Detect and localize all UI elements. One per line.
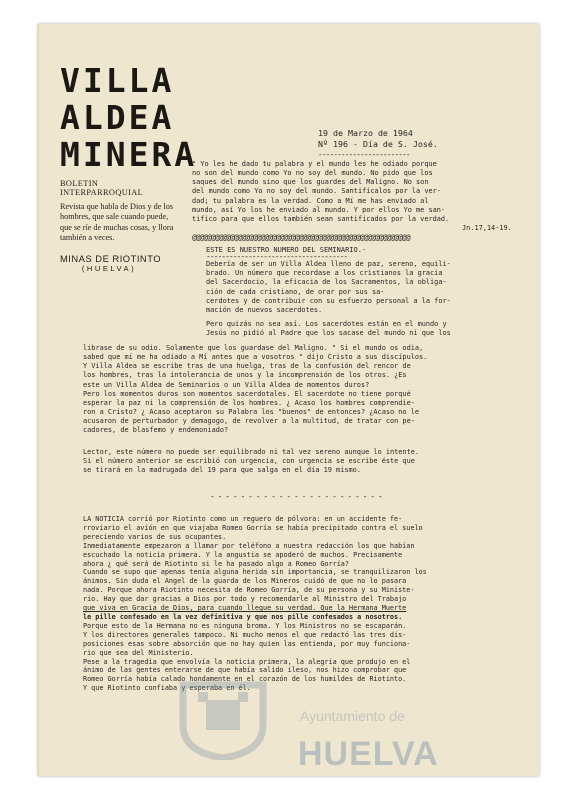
issue-info	[318, 128, 438, 149]
text-line: librase de su odio. Solamente que los guardase del Maligno. " Si el mundo os odia,	[83, 344, 424, 352]
text-line: cadores, de blasfemo y endemoniado?	[83, 426, 229, 435]
quote-line: mundo, así Yo los he enviado al mundo. Y por ellos Yo me san-	[192, 205, 446, 214]
masthead-title-line-1: VILLA	[60, 61, 175, 100]
heading-underline: -------------------------------------	[206, 252, 348, 261]
text-line: LA NOTICIA corrió por Riotinto como un reguero de pólvora: en un accidente fe-	[83, 515, 403, 523]
quote-line: " Yo les he dado tu palabra y el mundo les he odiado porque	[192, 160, 437, 168]
text-line: Romeo Gorría había calado hondamente en el corazón de los humildes de Riotinto.	[83, 675, 407, 684]
masthead-province: (HUELVA)	[81, 263, 137, 273]
text-line: rio. Hay que dar gracias a Dios por todo y recomendarle al Ministro del Trabajo	[83, 595, 407, 604]
text-line: Pero los momentos duros son momentos sacerdotales. El sacerdote no tiene porqué	[83, 389, 411, 398]
text-line: sabed que mí me ha odiado a Mí antes que a vosotros " dijo Cristo a sus discípulos.	[83, 353, 428, 362]
text-line: Inmediatamente empezaron a llamar por teléfono a nuestra redacción los que habían	[83, 541, 415, 550]
masthead-location: MINAS DE RIOTINTO	[60, 252, 162, 264]
text-line: los hombres, tras la intolerancia de unos y la incomprensión de los otros. ¿Es	[83, 371, 407, 380]
masthead-title-line-2: ALDEA	[60, 98, 175, 137]
text-line: se tirará en la madrugada del 19 para que salga en el día 19 mismo.	[83, 466, 361, 475]
text-line: ción de cada cristiano, de orar por sus sa-	[206, 287, 385, 296]
text-line: brado. Un número que recordase a los cristianos la gracia	[206, 269, 443, 278]
text-line: Y Villa Aldea se escribe tras de una huelga, tras de la confusión del rencor de	[83, 362, 411, 371]
text-line: que viva en Gracia de Dios, para cuando llegue su verdad. Que la Hermana Muerte	[83, 604, 407, 613]
masthead-description: Revista que habla de Dios y de los hombres, que sale cuando puede, que se ríe de muchas cosas, y llora también a veces.	[60, 202, 174, 243]
text-line: ánimo de las gentes enterarse de que había salido ileso, nos hizo comprobar que	[83, 666, 407, 675]
text-line: le pille confesado en la vez definitiva y que nos pille confesados a nosotros.	[83, 612, 403, 621]
quote-line: tifico para que ellos también sean santificados por la verdad.	[192, 214, 450, 223]
watermark-line-2: HUELVA	[298, 735, 439, 773]
quote-line: no son del mundo como Yo no soy del mundo. No pido que los	[192, 169, 433, 178]
text-line: Cuando se supo que apenas tenía alguna herida sin importancia, se tranquilizaron los	[83, 568, 427, 577]
paragraph-2	[83, 344, 427, 436]
separator-line: ------------------------	[318, 150, 410, 159]
text-line: Si el número anterior se escribió con urgencia, con urgencia se escribe éste que	[83, 457, 415, 466]
paragraph-3	[83, 448, 419, 475]
masthead-title-line-3: MINERA	[60, 135, 198, 174]
ornament-divider: @@@@@@@@@@@@@@@@@@@@@@@@@@@@@@@@@@@@@@@@@@@@@@@@@@@@@@@@@	[192, 233, 410, 242]
text-line: Jesús no pidió al Padre que los sacase del mundo ni que los	[206, 329, 451, 338]
watermark-line-1: Ayuntamiento de	[300, 708, 405, 724]
text-line: Porque esto de la Hermana no es ninguna broma. Y los Ministros no se escaparán.	[83, 621, 407, 630]
quote-line: saques del mundo sino que los guardes del Maligno. No son	[192, 178, 429, 187]
issue-number: Nº 196 - Día de S. José.	[318, 138, 438, 149]
text-line: Debería de ser un Villa Aldea lleno de paz, sereno, equili-	[206, 260, 451, 268]
quote-line: del mundo como Yo no soy del mundo. Santifícalos por la ver-	[192, 187, 441, 196]
text-line: del Sacerdocio, la eficacia de los Sacramentos, la obliga-	[206, 278, 447, 287]
text-line: esperar la paz ni la comprensión de los hombres. ¿ Acaso los hombres comprendie-	[83, 398, 415, 407]
text-line: ahora ¿ qué será de Riotinto si le ha pasado algo a Romeo Gorría?	[83, 559, 349, 568]
text-line: escuchado la noticia primera. Y la angustia se apoderó de muchos. Precisamente	[83, 550, 403, 559]
masthead-subtitle: BOLETIN INTERPARROQUIAL	[60, 179, 144, 197]
section-divider: - - - - - - - - - - - - - - - - - - - - - - -	[210, 492, 382, 501]
text-line: mación de nuevos sacerdotes.	[206, 306, 323, 315]
text-line: rroviario el avión en que viajaba Romeo Gorría se había precipitado contra el suelo	[83, 523, 423, 532]
text-line: acusaron de perturbador y demagogo, de revolver a la multitud, de tratar con pe-	[83, 417, 415, 426]
text-line: pereciendo varios de sus ocupantes.	[83, 532, 227, 541]
news-article	[83, 515, 427, 693]
text-line: este un Villa Aldea de Seminarios o un Villa Aldea de momentos duros?	[83, 380, 370, 389]
text-line: ron a Cristo? ¿ Acaso aceptaron su Palabra los "buenos" de entonces? ¿Acaso no le	[83, 408, 420, 417]
paragraph-2-intro	[206, 320, 451, 338]
masthead	[60, 61, 198, 273]
text-line: Pero quizás no sea así. Los sacerdotes están en el mundo y	[206, 320, 447, 328]
municipal-seal-watermark	[168, 680, 278, 760]
text-line: posiciones esas sobre absorción que no hay quien las entienda, por muy funciona-	[83, 639, 411, 648]
text-line: Lector, este número no puede ser equilibrado ni tal vez sereno aunque lo intente.	[83, 448, 420, 456]
text-line: ánimos. Sin duda el Angel de la guarda de los Mineros cuidó de que no lo pasara	[83, 577, 407, 586]
quote-line: dad; tu palabra es la verdad. Como a Mí me has enviado al	[192, 196, 429, 205]
text-line: rio que sea del Ministerio.	[83, 648, 194, 657]
section-heading: ESTE ES NUESTRO NUMERO DEL SEMINARIO.-	[206, 246, 367, 254]
text-line: nada. Porque ahora Riotinto necesita de Romeo Gorría, de su persona y su Ministe-	[83, 586, 415, 595]
text-line: Y que Riotinto confiaba y esperaba en él.	[83, 684, 251, 693]
text-line: Pese a la tragedia que envolvía la noticia primera, la alegría que produjo en el	[83, 657, 411, 666]
gospel-quote	[192, 160, 512, 233]
paragraph-1	[206, 260, 451, 315]
issue-date: 19 de Marzo de 1964	[318, 128, 413, 138]
text-line: Y los directores generales tampoco. Ni mucho menos el que redactó las tres dis-	[83, 630, 407, 639]
quote-reference: Jn.17,14-19.	[462, 224, 512, 233]
text-line: cerdotes y de contribuir con su esfuerzo personal a la for-	[206, 296, 451, 305]
